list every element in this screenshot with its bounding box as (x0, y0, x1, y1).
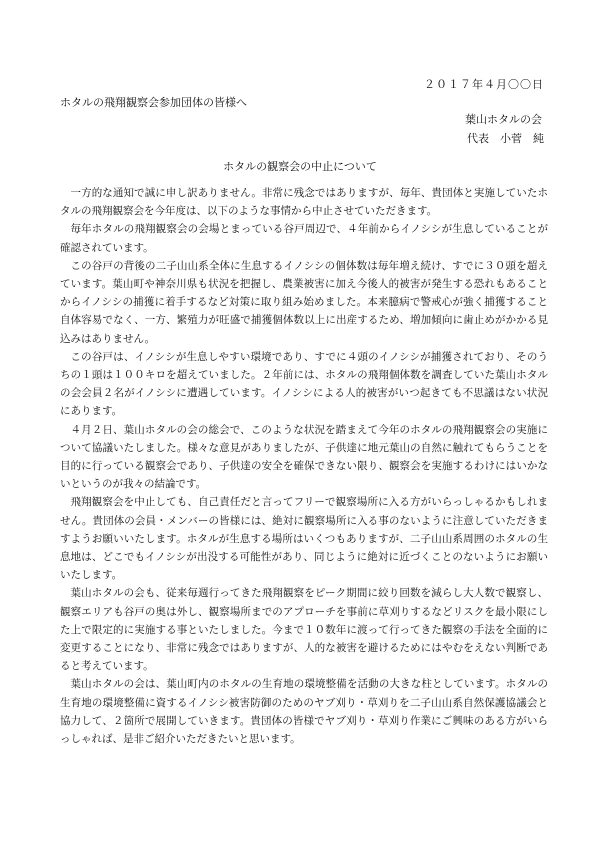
body-paragraph-3: この谷戸の背後の二子山山系全体に生息するイノシシの個体数は毎年増え続け、すでに３０頭を超えています。葉山町や神奈川県も状況を把握し、農業被害に加え今後人的被害が発生する恐れもあることからイノシシの捕獲に着手するなど対策に取り組み始めました。本来臆病で警戒心が強く捕獲すること自体容易でなく、一方、繁殖力が旺盛で捕獲個体数以上に出産するため、増加傾向に歯止めがかかる見込みはありません。 (60, 259, 548, 345)
body-paragraph-8: 葉山ホタルの会は、葉山町内のホタルの生育地の環境整備を活動の大きな柱としています。ホタルの生育地の環境整備に資するイノシシ被害防御のためのヤブ刈り・草刈りを二子山山系自然保護協議会と協力して、２箇所で展開していきます。貴団体の皆様でヤブ刈り・草刈り作業にご興味のある方がいらっしゃれば、是非ご紹介いただきたいと思います。 (60, 678, 548, 746)
letter-title: ホタルの観察会の中止について (223, 160, 377, 173)
recipient-line: ホタルの飛翔観察会参加団体の皆様へ (60, 96, 247, 109)
body-paragraph-2: 毎年ホタルの飛翔観察会の会場とまっている谷戸周辺で、４年前からイノシシが生息していることが確認されています。 (60, 223, 548, 254)
letter-date: ２０１７年４月〇〇日 (424, 78, 544, 91)
body-paragraph-1: 一方的な通知で誠に申し訳ありません。非常に残念ではありますが、毎年、貴団体と実施していたホタルの飛翔観察会を今年度は、以下のような事情から中止させていただきます。 (60, 187, 548, 218)
sender-organization: 葉山ホタルの会 (465, 113, 542, 126)
letter-body (60, 184, 548, 748)
sender-representative: 代表 小菅 純 (467, 132, 544, 145)
sender-block (465, 110, 544, 148)
body-paragraph-6: 飛翔観察会を中止しても、自己責任だと言ってフリーで観察場所に入る方がいらっしゃるかもしれません。貴団体の会員・メンバーの皆様には、絶対に観察場所に入る事のないように注意していただきますようお願いいたします。ホタルが生息する場所はいくつもありますが、二子山山系周囲のホタルの生息地は、どこでもイノシシが出没する可能性があり、同じように絶対に近づくことのないようにお願いいたします。 (60, 496, 548, 582)
body-paragraph-4: この谷戸は、イノシシが生息しやすい環境であり、すでに４頭のイノシシが捕獲されており、そのうちの１頭は１００キロを超えていました。２年前には、ホタルの飛翔個体数を調査していた葉山ホタルの会会員２名がイノシシに遭遇しています。イノシシによる人的被害がいつ起きても不思議はない状況にあります。 (60, 350, 548, 418)
body-paragraph-5: ４月２日、葉山ホタルの会の総会で、このような状況を踏まえて今年のホタルの飛翔観察会の実施について協議いたしました。様々な意見がありましたが、子供達に地元葉山の自然に触れてもらうことを目的に行っている観察会であり、子供達の安全を確保できない限り、観察会を実施するわけにはいかないというのが我々の結論です。 (60, 423, 548, 491)
body-paragraph-7: 葉山ホタルの会も、従来毎週行ってきた飛翔観察をピーク期間に絞り回数を減らし大人数で観察し、観察エリアも谷戸の奥は外し、観察場所までのアプローチを事前に草刈りするなどリスクを最小限にした上で限定的に実施する事といたしました。今まで１０数年に渡って行ってきた観察の手法を全面的に変更することになり、非常に残念ではありますが、人的な被害を避けるためにはやむをえない判断であると考えています。 (60, 587, 548, 673)
